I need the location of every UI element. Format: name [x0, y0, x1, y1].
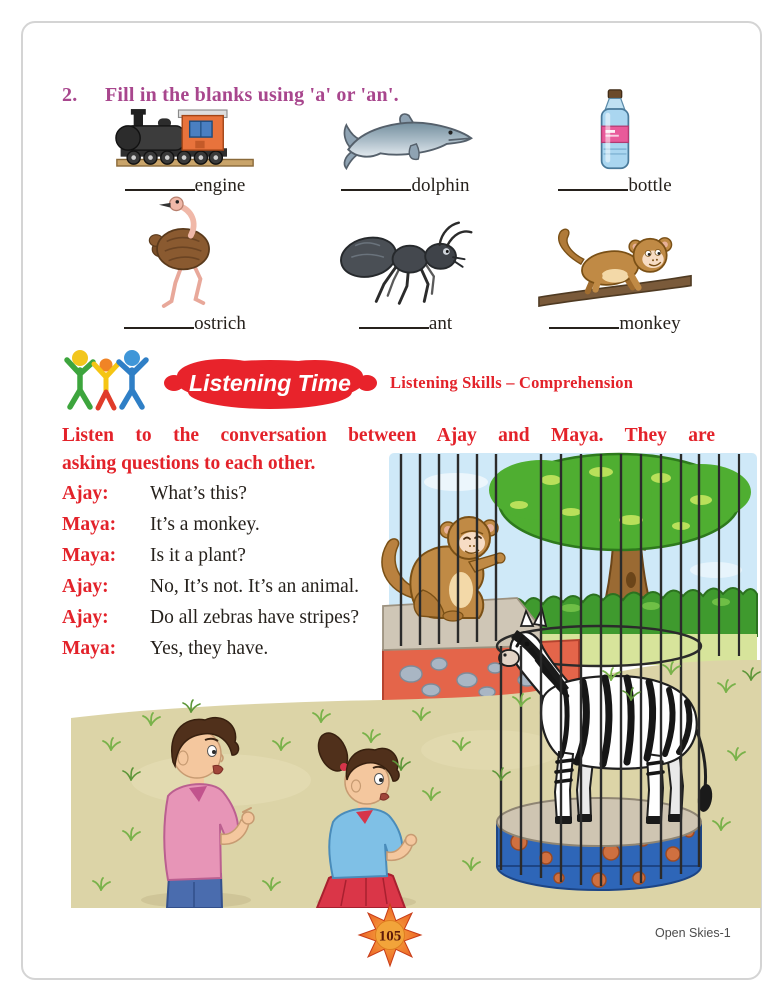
page-number: 105 — [378, 928, 402, 945]
speaker-name: Maya: — [62, 514, 117, 535]
people-group-icon — [60, 346, 152, 417]
vocab-item-monkey — [530, 200, 700, 334]
intro-line-1: Listen to the conversation between Ajay and Maya. They are — [62, 425, 715, 446]
speaker-name: Maya: — [62, 638, 117, 659]
fill-blank — [558, 176, 628, 191]
dialogue-line: Is it a plant? — [150, 545, 246, 566]
speaker-name: Ajay: — [62, 483, 109, 504]
banner-label: Listening Time — [189, 370, 351, 396]
speaker-name: Ajay: — [62, 576, 109, 597]
listening-time-banner — [163, 352, 378, 417]
fill-blank — [125, 176, 195, 191]
fill-blank — [359, 314, 429, 329]
vocab-label: engine — [125, 176, 246, 196]
vocab-label: bottle — [558, 176, 671, 196]
fill-blank — [124, 314, 194, 329]
dialogue-line: Do all zebras have stripes? — [150, 607, 359, 628]
monkey-icon — [537, 200, 693, 311]
vocab-label: ant — [359, 314, 452, 334]
vocab-label: dolphin — [341, 176, 469, 196]
speaker-name: Ajay: — [62, 607, 109, 628]
dialogue-line: What’s this? — [150, 483, 247, 504]
intro-line-2: asking questions to each other. — [62, 453, 316, 474]
dialogue-line: It’s a monkey. — [150, 514, 260, 535]
vocab-label: ostrich — [124, 314, 246, 334]
listening-skills-label: Listening Skills – Comprehension — [390, 373, 634, 392]
vocab-label: monkey — [549, 314, 680, 334]
speaker-name: Maya: — [62, 545, 117, 566]
dolphin-icon — [335, 94, 477, 173]
ostrich-icon — [132, 192, 238, 311]
vocab-item-bottle — [530, 88, 700, 196]
water-bottle-icon — [593, 87, 637, 173]
dialogue-line: No, It’s not. It’s an animal. — [150, 576, 360, 597]
vocab-item-dolphin — [318, 94, 493, 196]
page-number-star — [357, 901, 423, 974]
exercise-number: 2. — [62, 84, 78, 106]
vocab-item-ostrich — [95, 192, 275, 334]
book-title: Open Skies-1 — [655, 926, 731, 940]
ant-icon — [333, 196, 479, 311]
vocab-item-ant — [318, 196, 493, 334]
fill-blank — [341, 176, 411, 191]
vocab-item-engine — [95, 94, 275, 196]
exercise-title-text: Fill in the blanks using 'a' or 'an'. — [105, 84, 399, 106]
train-engine-icon — [115, 94, 255, 173]
fill-blank — [549, 314, 619, 329]
zoo-scene-illustration — [70, 450, 762, 913]
dialogue-line: Yes, they have. — [150, 638, 269, 659]
